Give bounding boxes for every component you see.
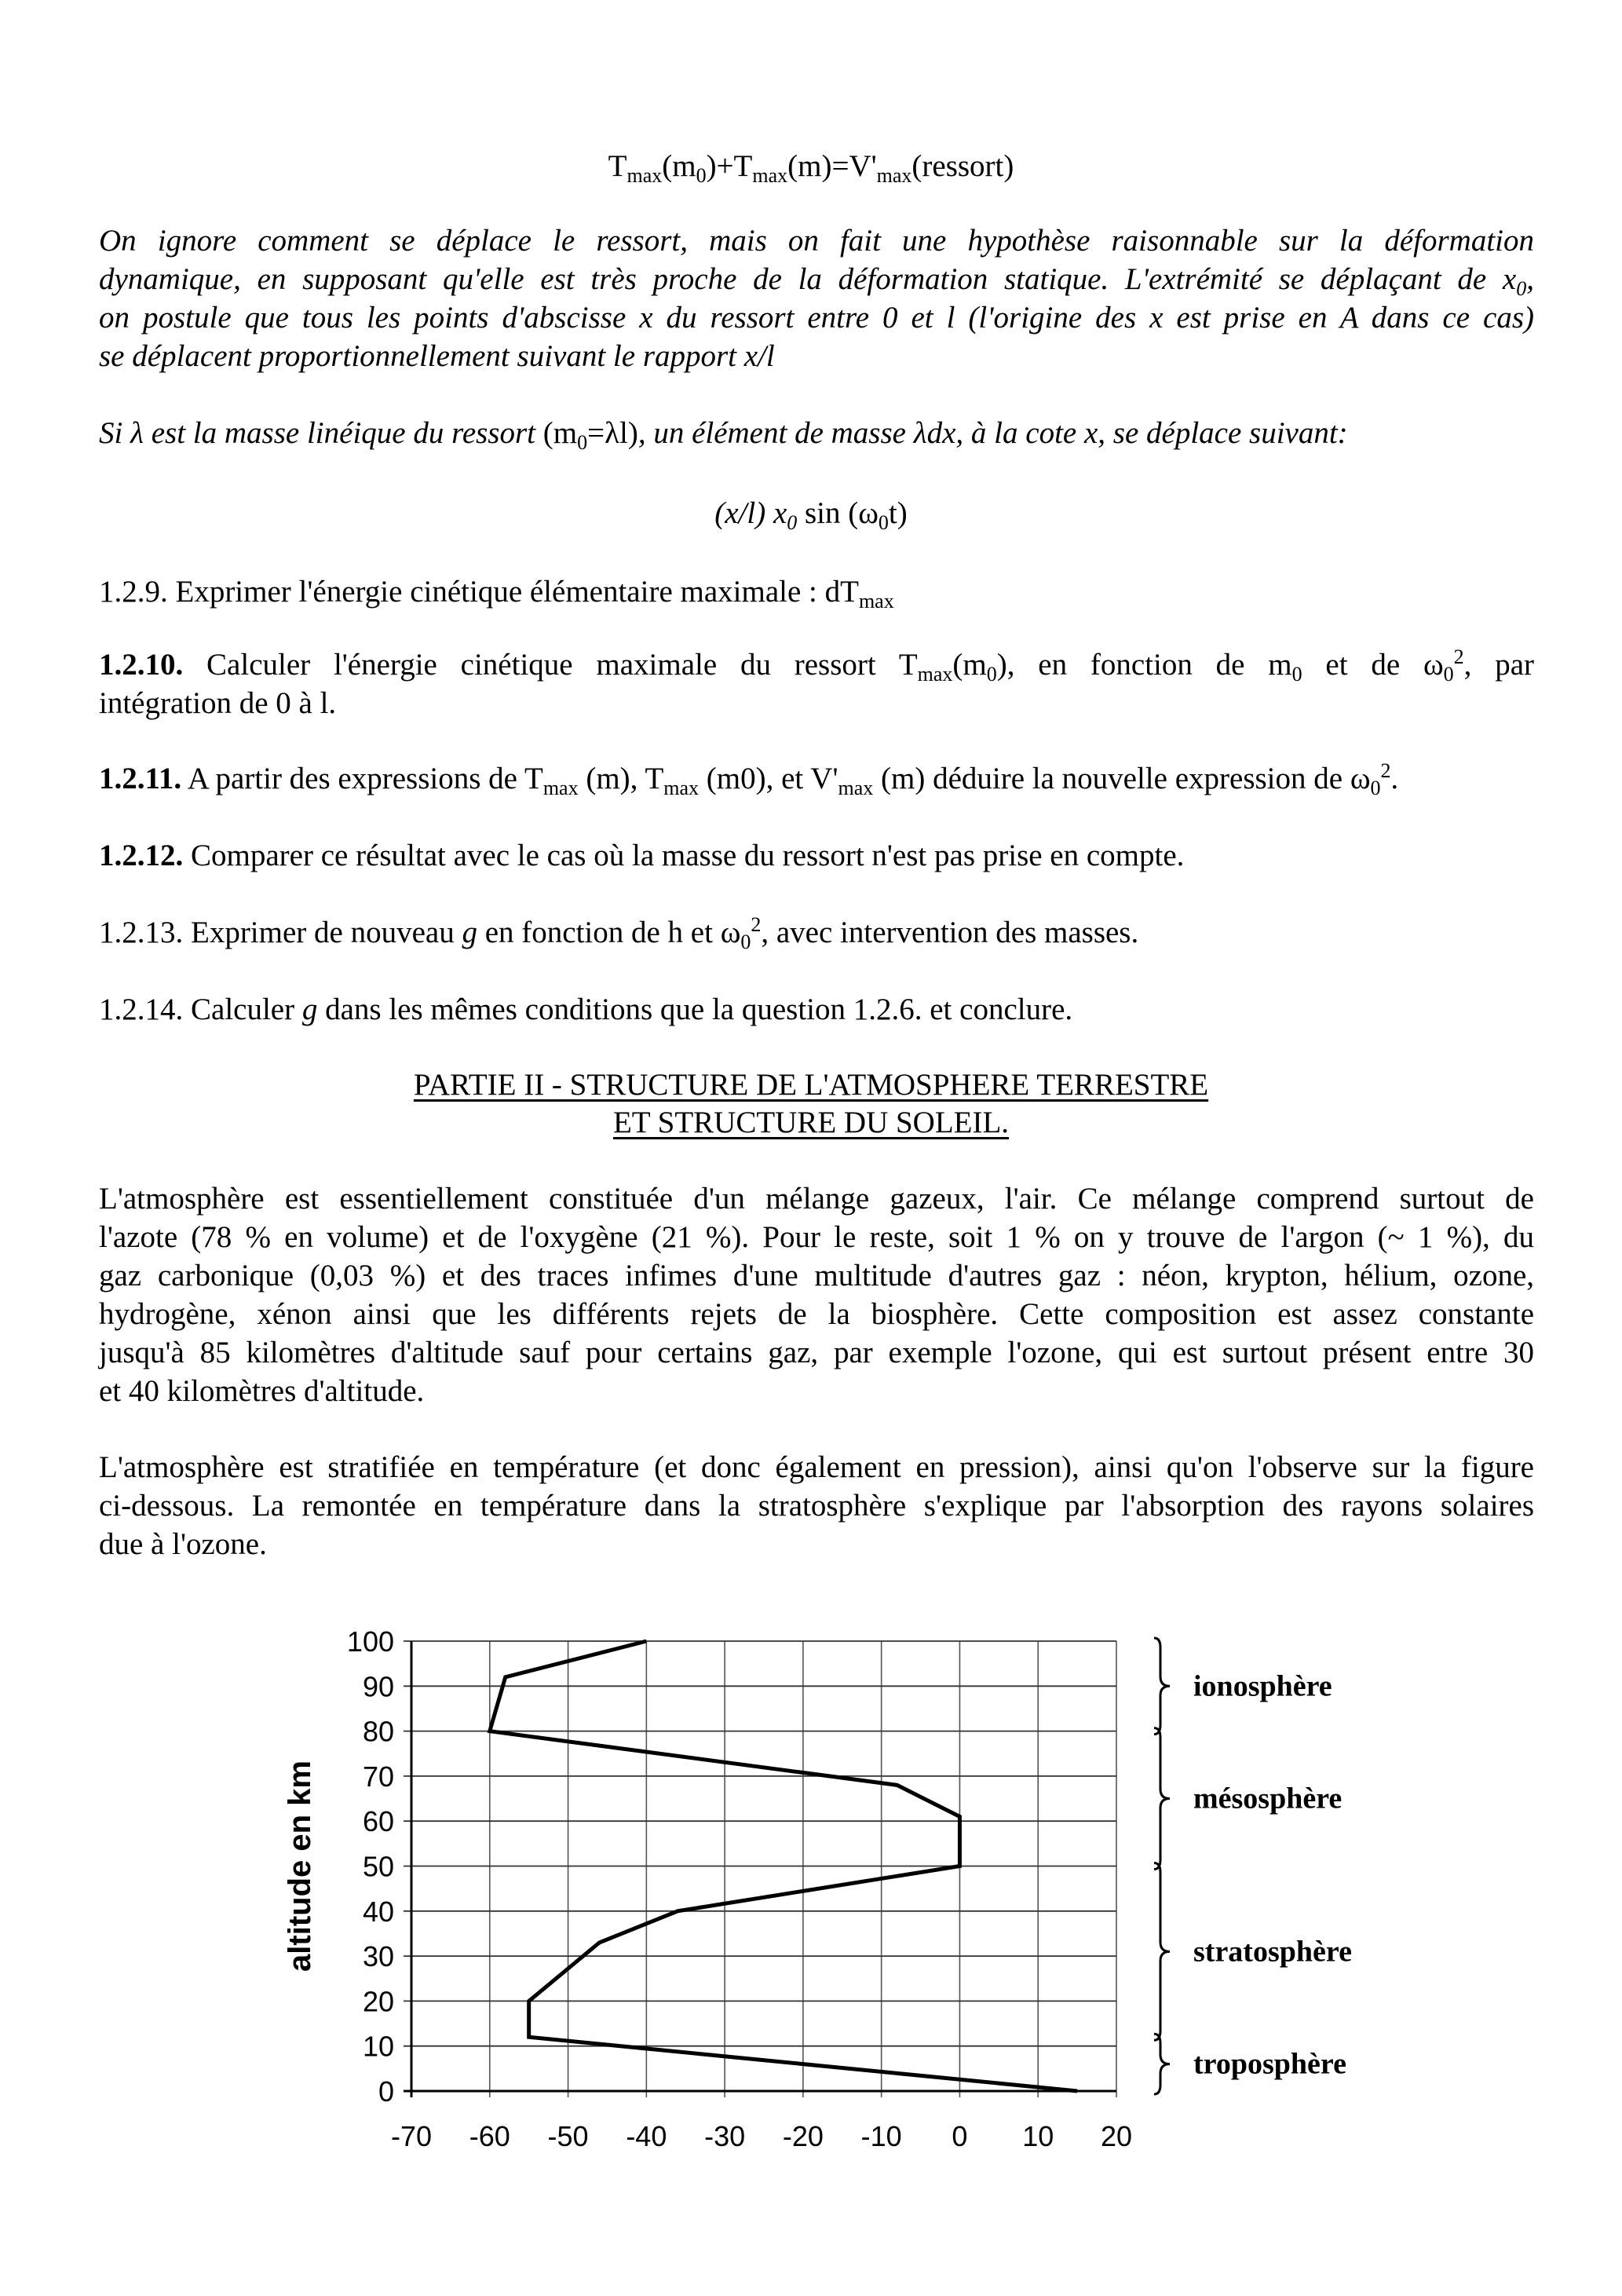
paragraph-line: jusqu'à 85 kilomètres d'altitude sauf pour certains gaz, par exemple l'ozone, qui est surtout présent entre 30 xyxy=(99,1336,1534,1369)
section-title-line-2: ET STRUCTURE DU SOLEIL. xyxy=(612,1106,1010,1139)
x-tick-label: -50 xyxy=(547,2120,589,2152)
paragraph-line: gaz carbonique (0,03 %) et des traces infimes d'une multitude d'autres gaz : néon, krypton, hélium, ozone, xyxy=(99,1259,1534,1292)
question-1-2-11: 1.2.11. A partir des expressions de $T_{max}$ (m), $T_{max}$ (m0), et $V'_{max}$ (m) déduire la nouvelle expression de $\omega_0^2$. xyxy=(99,759,1399,799)
paragraph-line: On ignore comment se déplace le ressort, mais on fait une hypothèse raisonnable sur la déformation xyxy=(99,224,1534,258)
x-tick-label: -70 xyxy=(390,2120,433,2152)
region-brace xyxy=(1154,1638,1170,1735)
y-axis-label: altitude en km xyxy=(283,1760,317,1972)
x-tick-label: -40 xyxy=(626,2120,667,2152)
y-tick-label: 10 xyxy=(362,2030,394,2063)
region-label: troposphère xyxy=(1193,2047,1346,2081)
paragraph-line: se déplacent proportionnellement suivant le rapport x/l xyxy=(99,339,775,373)
linear-mass-paragraph: Si λ est la masse linéique du ressort $(m_0=\lambda l)$, un élément de masse λdx, à la cote x, se déplace suivant: xyxy=(99,416,1348,454)
question-1-2-14: 1.2.14. Calculer g dans les mêmes conditions que la question 1.2.6. et conclure. xyxy=(99,993,1073,1026)
energy-equation: $T_{max}(m_0)+T_{max}(m)=V'_{max}(ressort)$ xyxy=(608,149,1014,187)
y-tick-label: 30 xyxy=(362,1940,394,1973)
y-tick-label: 70 xyxy=(362,1760,394,1793)
paragraph-line: L'atmosphère est essentiellement constituée d'un mélange gazeux, l'air. Ce mélange comprend surtout de xyxy=(99,1182,1534,1216)
y-tick-label: 50 xyxy=(362,1850,394,1883)
region-brace xyxy=(1154,1863,1170,2041)
region-label: mésosphère xyxy=(1193,1782,1343,1815)
paragraph-line: ci-dessous. La remontée en température dans la stratosphère s'explique par l'absorption des rayons solaires xyxy=(99,1489,1534,1523)
y-tick-label: 40 xyxy=(362,1895,394,1928)
x-tick-label: 0 xyxy=(952,2120,968,2152)
paragraph-line: L'atmosphère est stratifiée en température (et donc également en pression), ainsi qu'on l'observe sur la figure xyxy=(99,1450,1534,1484)
paragraph-line: hydrogène, xénon ainsi que les différents rejets de la biosphère. Cette composition est assez constante xyxy=(99,1297,1534,1331)
x-tick-label: -10 xyxy=(860,2120,902,2152)
region-brace xyxy=(1154,1728,1170,1870)
x-tick-label: 20 xyxy=(1100,2120,1133,2152)
displacement-equation: (x/l) $x_0$ $\sin (\omega_0t)$ xyxy=(714,496,908,534)
question-1-2-13: 1.2.13. Exprimer de nouveau g en fonction de h et $\omega_0^2$, avec intervention des masses. xyxy=(99,913,1139,953)
y-tick-label: 0 xyxy=(378,2075,394,2108)
paragraph-line: due à l'ozone. xyxy=(99,1527,267,1561)
region-label: stratosphère xyxy=(1193,1935,1352,1969)
paragraph-line: on postule que tous les points d'abscisse x du ressort entre 0 et l (l'origine des x est prise en A dans ce cas) xyxy=(99,301,1534,335)
x-tick-label: -30 xyxy=(704,2120,746,2152)
question-1-2-12: 1.2.12. Comparer ce résultat avec le cas où la masse du ressort n'est pas prise en compte. xyxy=(99,839,1185,872)
question-1-2-10: 1.2.10. Calculer l'énergie cinétique maximale du ressort $T_{max}(m_0)$, en fonction de $m_0$ et de $\omega_0^2$, par intégration de 0 à l. xyxy=(99,645,1534,720)
y-tick-label: 100 xyxy=(346,1625,394,1658)
y-tick-label: 90 xyxy=(362,1670,394,1703)
y-tick-label: 80 xyxy=(362,1715,394,1748)
paragraph-line: dynamique, en supposant qu'elle est très proche de la déformation statique. L'extrémité se déplaçant de $x_0$, xyxy=(99,262,1534,300)
paragraph-line: l'azote (78 % en volume) et de l'oxygène (21 %). Pour le reste, soit 1 % on y trouve de l'argon (~ 1 %), du xyxy=(99,1220,1534,1254)
paragraph-line: et 40 kilomètres d'altitude. xyxy=(99,1374,425,1408)
question-1-2-9: 1.2.9. Exprimer l'énergie cinétique élémentaire maximale : $dT_{max}$ xyxy=(99,575,894,612)
y-tick-label: 60 xyxy=(362,1805,394,1838)
section-title-line-1: PARTIE II - STRUCTURE DE L'ATMOSPHERE TERRESTRE xyxy=(413,1068,1209,1102)
x-tick-label: -20 xyxy=(782,2120,824,2152)
x-tick-label: 10 xyxy=(1022,2120,1054,2152)
y-tick-label: 20 xyxy=(362,1985,394,2018)
region-label: ionosphère xyxy=(1193,1669,1332,1703)
region-brace xyxy=(1154,2034,1170,2094)
x-tick-label: -60 xyxy=(469,2120,510,2152)
